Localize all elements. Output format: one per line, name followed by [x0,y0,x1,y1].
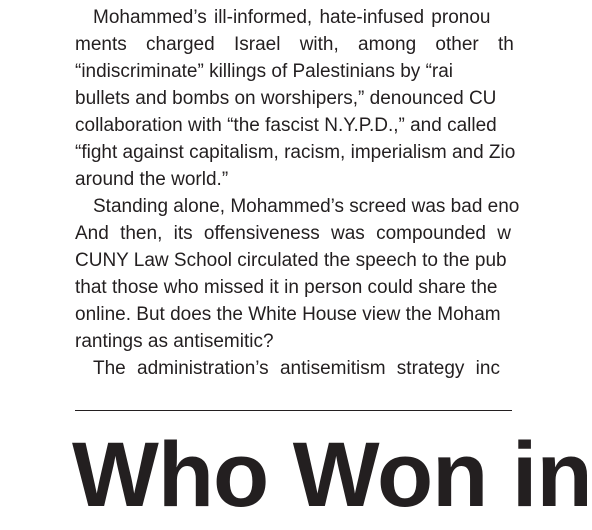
article-line: “fight against capitalism, racism, imperialism and Zio [75,142,516,163]
article-line: collaboration with “the fascist N.Y.P.D.,” and called [75,115,497,136]
article-line: Mohammed’s ill-informed, hate-infused pronou [93,7,491,28]
article-line: that those who missed it in person could share the [75,277,498,298]
article-line: “indiscriminate” killings of Palestinians by “rai [75,61,454,82]
article-line: rantings as antisemitic? [75,331,274,352]
article-line: The administration’s antisemitism strategy inc [93,358,500,379]
article-line: Standing alone, Mohammed’s screed was bad eno [93,196,520,217]
article-headline: Who Won in [72,424,592,526]
article-line: bullets and bombs on worshipers,” denounced CU [75,88,497,109]
article-line: around the world.” [75,169,229,190]
article-line: online. But does the White House view the Moham [75,304,501,325]
article-line: CUNY Law School circulated the speech to the pub [75,250,507,271]
article-line: ments charged Israel with, among other th [75,34,514,55]
section-divider [75,410,512,411]
article-line: And then, its offensiveness was compounded w [75,223,511,244]
